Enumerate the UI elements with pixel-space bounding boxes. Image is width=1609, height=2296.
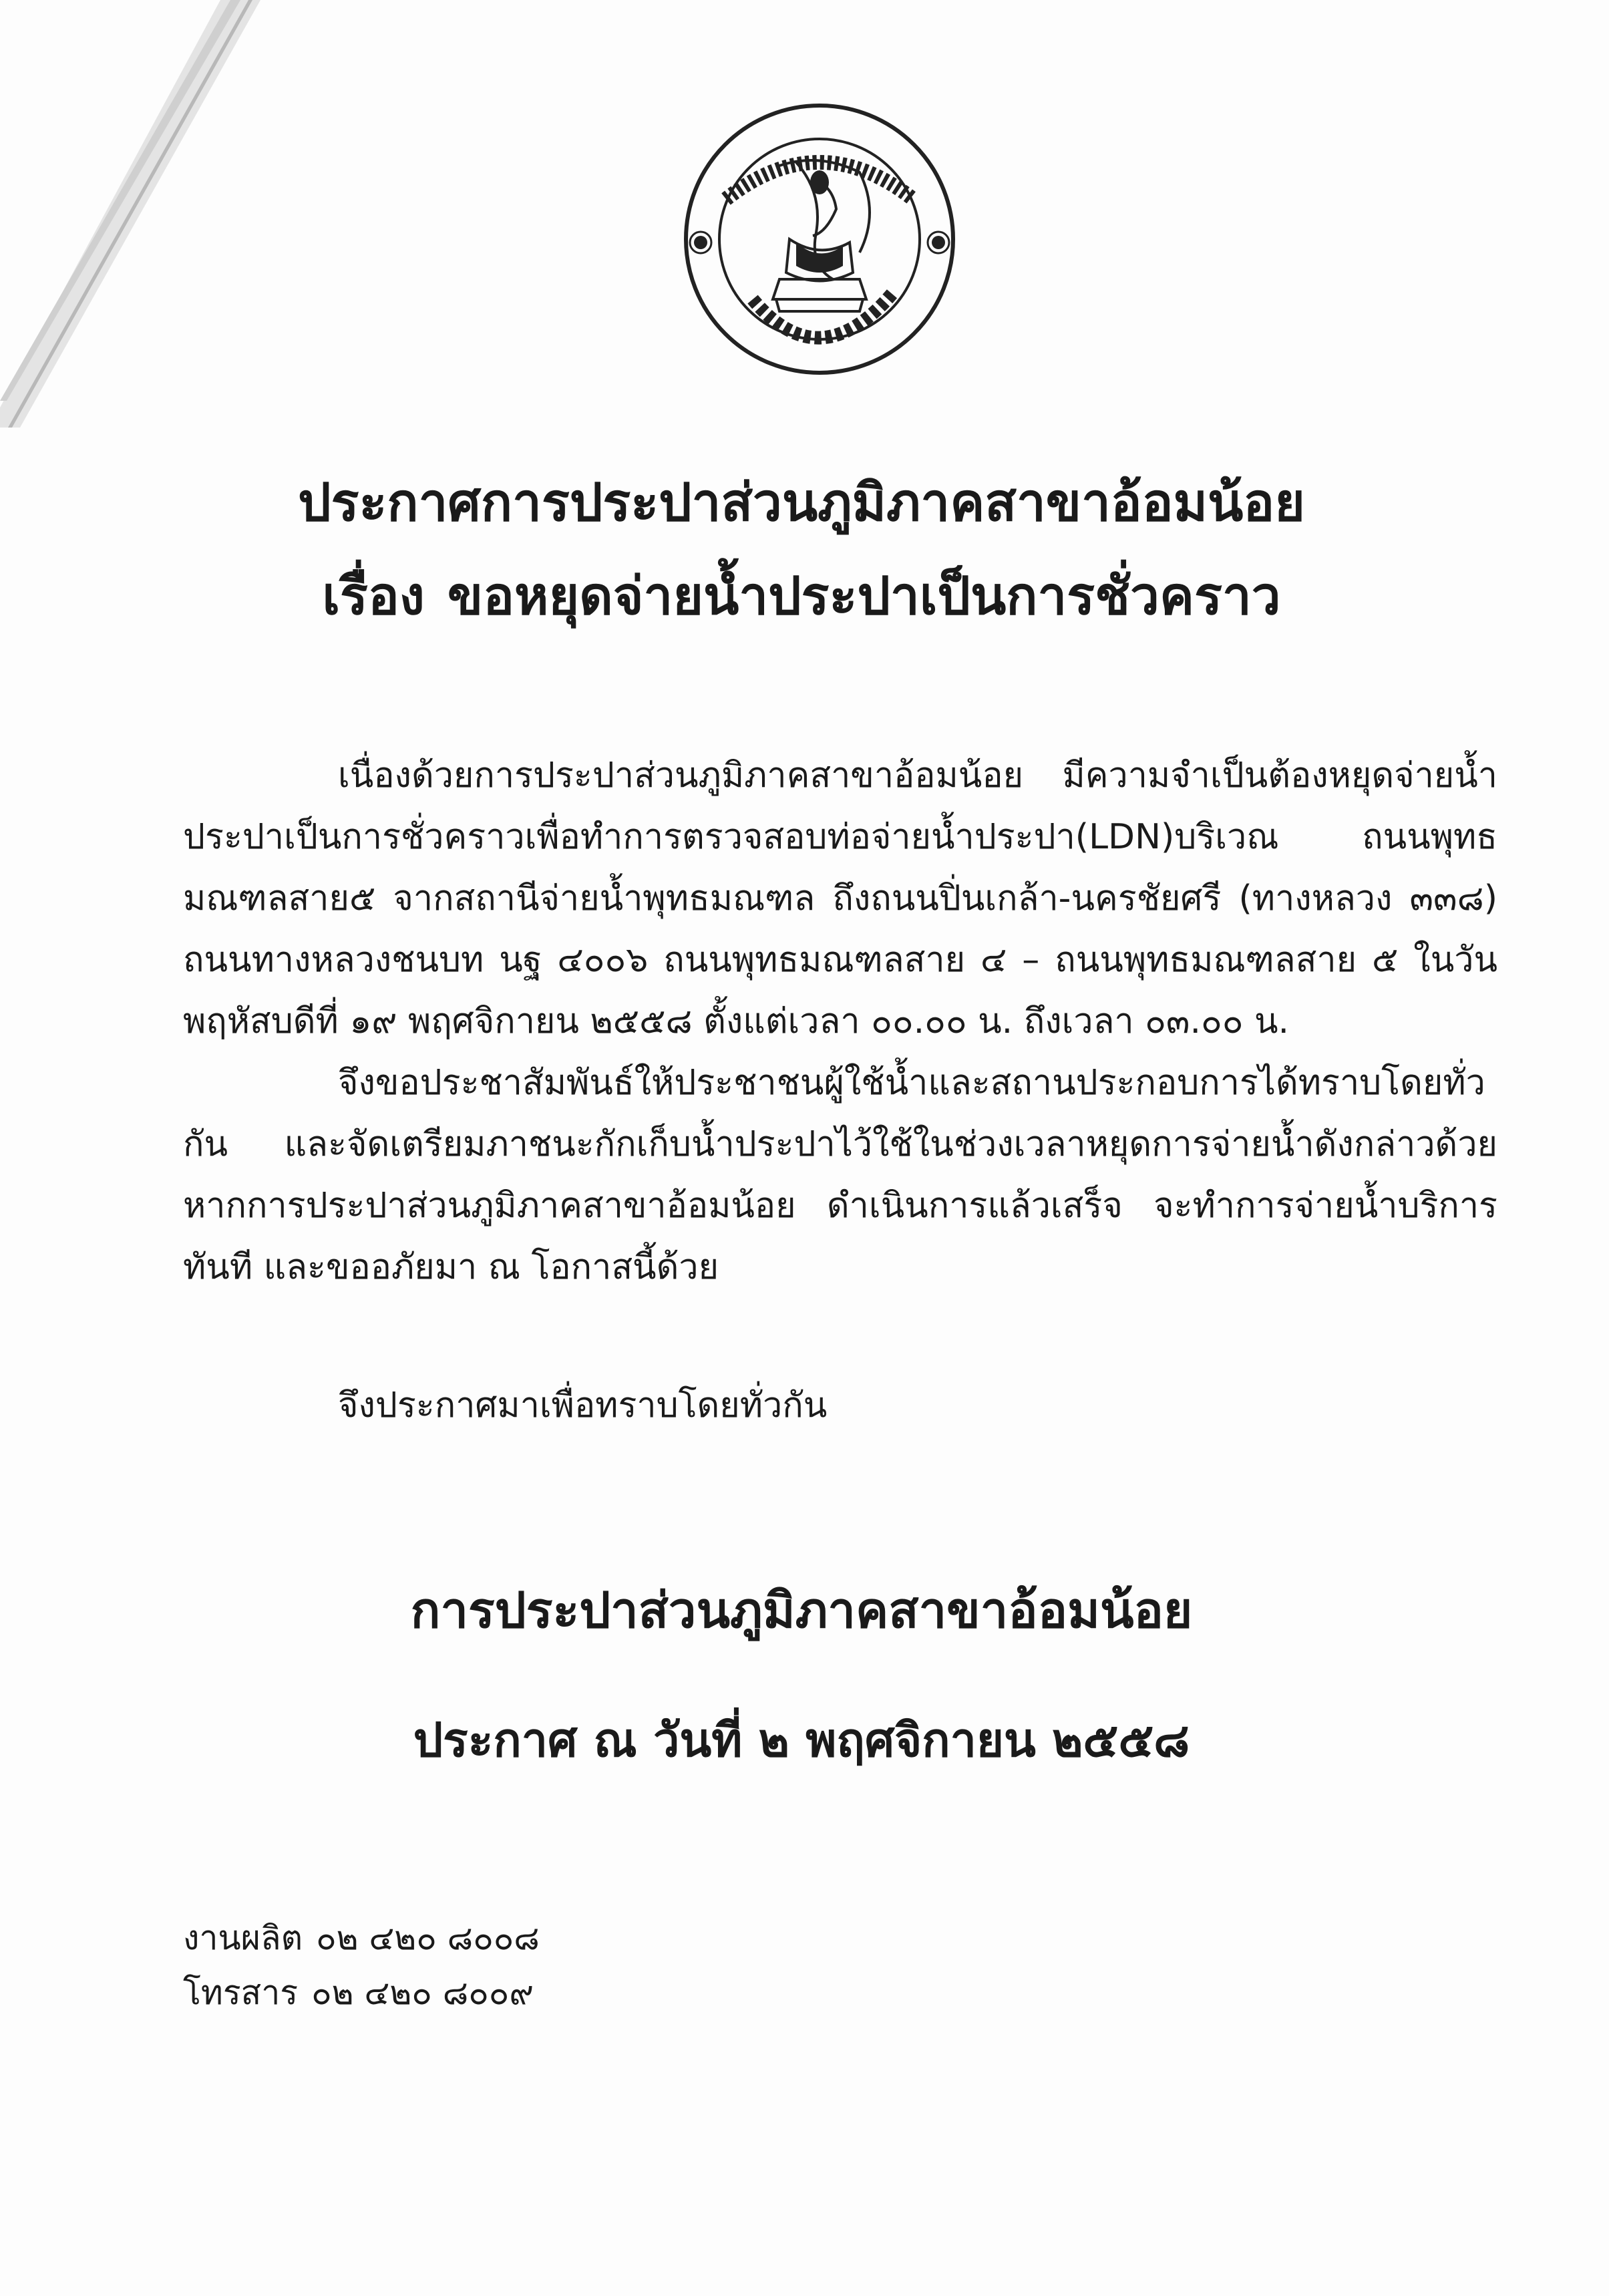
signing-organization: การประปาส่วนภูมิภาคสาขาอ้อมน้อย: [410, 1582, 1193, 1639]
fax-phone: ๐๒ ๔๒๐ ๘๐๐๙: [311, 1973, 534, 2012]
closing-line: จึงประกาศมาเพื่อทราบโดยทั่วกัน: [338, 1385, 828, 1426]
production-contact: [183, 1911, 540, 1965]
scan-edge-artifact: [0, 0, 267, 428]
pwa-seal-logo: [679, 99, 960, 379]
announcement-subject: [240, 564, 1363, 630]
fax-label: โทรสาร: [183, 1973, 299, 2012]
subject-text: ขอหยุดจ่ายน้ำประปาเป็นการชั่วคราว: [447, 566, 1281, 627]
body-paragraph-1: เนื่องด้วยการประปาส่วนภูมิภาคสาขาอ้อมน้อย มีความจำเป็นต้องหยุดจ่ายน้ำประปาเป็นการชั่วคราวเพื่อทำการตรวจสอบท่อจ่ายน้ำประปา(LDN)บริเวณ ถนนพุทธมณฑลสาย๕ จากสถานีจ่ายน้ำพุทธมณฑล ถึงถนนปิ่นเกล้า-นครชัยศรี (ทางหลวง ๓๓๘) ถนนทางหลวงชนบท นฐ ๔๐๐๖ ถนนพุทธมณฑลสาย ๔ – ถนนพุทธมณฑลสาย ๕ ในวันพฤหัสบดีที่ ๑๙ พฤศจิกายน ๒๕๕๘ ตั้งแต่เวลา ๐๐.๐๐ น. ถึงเวลา ๐๓.๐๐ น.: [183, 756, 1497, 1041]
subject-label: เรื่อง: [322, 566, 425, 627]
production-label: งานผลิต: [183, 1919, 303, 1957]
production-phone: ๐๒ ๔๒๐ ๘๐๐๘: [316, 1919, 540, 1957]
announcement-date: ประกาศ ณ วันที่ ๒ พฤศจิกายน ๒๕๕๘: [413, 1713, 1190, 1768]
fax-contact: [183, 1965, 534, 2020]
announcement-title: ประกาศการประปาส่วนภูมิภาคสาขาอ้อมน้อย: [298, 473, 1305, 533]
body-paragraph-2: จึงขอประชาสัมพันธ์ให้ประชาชนผู้ใช้น้ำและสถานประกอบการได้ทราบโดยทั่วกัน และจัดเตรียมภาชนะกักเก็บน้ำประปาไว้ใช้ในช่วงเวลาหยุดการจ่ายน้ำดังกล่าวด้วย หากการประปาส่วนภูมิภาคสาขาอ้อมน้อย ดำเนินการแล้วเสร็จ จะทำการจ่ายน้ำบริการทันที และขออภัยมา ณ โอกาสนี้ด้วย: [183, 1063, 1497, 1287]
